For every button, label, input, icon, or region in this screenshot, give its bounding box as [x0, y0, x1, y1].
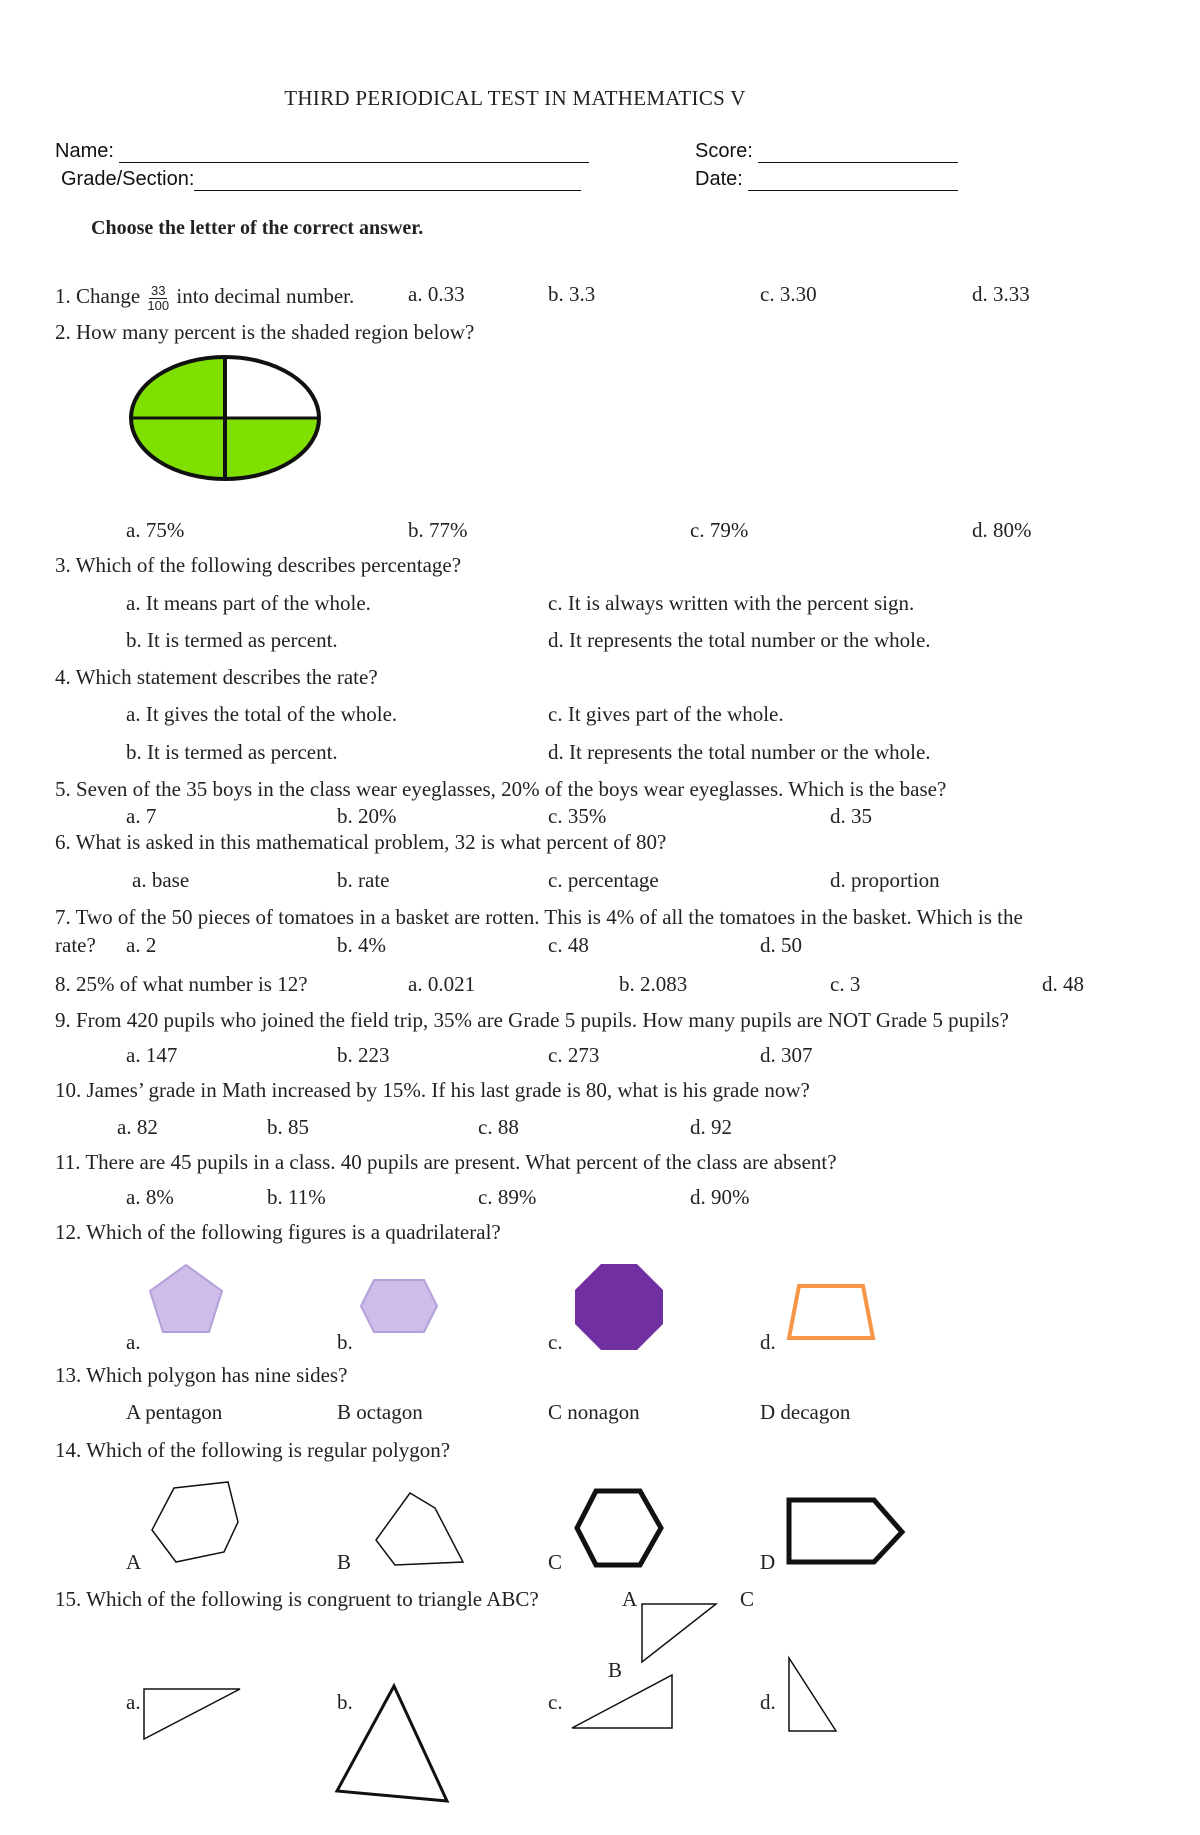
vertex-label-a: A	[622, 1587, 638, 1611]
choice-11c[interactable]: c. 89%	[478, 1185, 537, 1209]
choice-11b[interactable]: b. 11%	[267, 1185, 326, 1209]
irregular-pentagon-shape	[373, 1490, 469, 1565]
choice-2b[interactable]: b. 77%	[408, 518, 468, 542]
octagon-shape	[573, 1262, 665, 1352]
date-label: Date:	[695, 168, 743, 190]
grade-section-line	[194, 172, 581, 191]
question-1	[55, 282, 354, 313]
choice-13b[interactable]: B octagon	[337, 1400, 423, 1424]
choice-10c[interactable]: c. 88	[478, 1115, 519, 1139]
pentagon-arrow-shape	[786, 1497, 908, 1567]
choice-10d[interactable]: d. 92	[690, 1115, 732, 1139]
choice-15c[interactable]: c.	[548, 1690, 563, 1714]
choice-9c[interactable]: c. 273	[548, 1043, 600, 1067]
name-field[interactable]	[55, 140, 589, 163]
triangle-option-a	[142, 1685, 244, 1743]
regular-hexagon-shape	[574, 1488, 664, 1568]
choice-12b[interactable]: b.	[337, 1330, 353, 1354]
triangle-option-d	[786, 1655, 840, 1735]
triangle-option-c	[570, 1672, 676, 1732]
score-label: Score:	[695, 140, 753, 162]
question-7-continued: rate?	[55, 933, 96, 957]
fraction-numerator: 33	[151, 282, 166, 298]
choice-14a[interactable]: A	[126, 1550, 142, 1574]
question-4: 4. Which statement describes the rate?	[55, 665, 378, 689]
choice-1a[interactable]: a. 0.33	[408, 282, 465, 306]
irregular-hexagon-shape	[150, 1480, 242, 1565]
date-line	[748, 172, 958, 191]
choice-4b[interactable]: b. It is termed as percent.	[126, 740, 338, 764]
choice-14d[interactable]: D	[760, 1550, 776, 1574]
date-field[interactable]	[695, 168, 958, 191]
choice-3c[interactable]: c. It is always written with the percent sign.	[548, 591, 915, 615]
choice-4d[interactable]: d. It represents the total number or the whole.	[548, 740, 931, 764]
choice-14c[interactable]: C	[548, 1550, 563, 1574]
choice-13d[interactable]: D decagon	[760, 1400, 851, 1424]
choice-12a[interactable]: a.	[126, 1330, 141, 1354]
question-8: 8. 25% of what number is 12?	[55, 972, 308, 996]
question-3: 3. Which of the following describes percentage?	[55, 553, 462, 577]
choice-2c[interactable]: c. 79%	[690, 518, 749, 542]
choice-5c[interactable]: c. 35%	[548, 804, 607, 828]
choice-14b[interactable]: B	[337, 1550, 352, 1574]
fraction	[147, 284, 169, 313]
page-title: THIRD PERIODICAL TEST IN MATHEMATICS V	[284, 86, 746, 110]
question-13: 13. Which polygon has nine sides?	[55, 1363, 348, 1387]
choice-6c[interactable]: c. percentage	[548, 868, 659, 892]
choice-1c[interactable]: c. 3.30	[760, 282, 817, 306]
fraction-denominator: 100	[147, 297, 170, 313]
shaded-ellipse-figure	[128, 352, 324, 486]
choice-1d[interactable]: d. 3.33	[972, 282, 1030, 306]
choice-4a[interactable]: a. It gives the total of the whole.	[126, 702, 398, 726]
choice-2a[interactable]: a. 75%	[126, 518, 185, 542]
choice-5b[interactable]: b. 20%	[337, 804, 397, 828]
choice-15a[interactable]: a.	[126, 1690, 141, 1714]
grade-section-field[interactable]	[61, 168, 581, 191]
choice-7a[interactable]: a. 2	[126, 933, 157, 957]
choice-7d[interactable]: d. 50	[760, 933, 802, 957]
score-line	[758, 144, 958, 163]
choice-2d[interactable]: d. 80%	[972, 518, 1032, 542]
choice-12c[interactable]: c.	[548, 1330, 563, 1354]
choice-12d[interactable]: d.	[760, 1330, 776, 1354]
choice-15d[interactable]: d.	[760, 1690, 776, 1714]
choice-3b[interactable]: b. It is termed as percent.	[126, 628, 338, 652]
instructions: Choose the letter of the correct answer.	[91, 217, 424, 239]
pentagon-shape	[146, 1262, 226, 1336]
choice-3a[interactable]: a. It means part of the whole.	[126, 591, 371, 615]
choice-6a[interactable]: a. base	[132, 868, 190, 892]
question-2: 2. How many percent is the shaded region below?	[55, 320, 475, 344]
choice-9d[interactable]: d. 307	[760, 1043, 813, 1067]
triangle-abc	[640, 1600, 720, 1666]
choice-8b[interactable]: b. 2.083	[619, 972, 688, 996]
score-field[interactable]	[695, 140, 958, 163]
question-7: 7. Two of the 50 pieces of tomatoes in a basket are rotten. This is 4% of all the tomatoes in the basket. Which is the	[55, 905, 1023, 929]
choice-8d[interactable]: d. 48	[1042, 972, 1084, 996]
choice-11a[interactable]: a. 8%	[126, 1185, 174, 1209]
question-9: 9. From 420 pupils who joined the field trip, 35% are Grade 5 pupils. How many pupils are NOT Grade 5 pupils?	[55, 1008, 1009, 1032]
question-11: 11. There are 45 pupils in a class. 40 pupils are present. What percent of the class are absent?	[55, 1150, 837, 1174]
choice-15b[interactable]: b.	[337, 1690, 353, 1714]
choice-7b[interactable]: b. 4%	[337, 933, 386, 957]
choice-13c[interactable]: C nonagon	[548, 1400, 640, 1424]
choice-4c[interactable]: c. It gives part of the whole.	[548, 702, 784, 726]
choice-9b[interactable]: b. 223	[337, 1043, 390, 1067]
choice-1b[interactable]: b. 3.3	[548, 282, 596, 306]
choice-3d[interactable]: d. It represents the total number or the whole.	[548, 628, 931, 652]
choice-10a[interactable]: a. 82	[117, 1115, 158, 1139]
name-label: Name:	[55, 140, 114, 162]
vertex-label-b: B	[608, 1658, 623, 1682]
question-12: 12. Which of the following figures is a quadrilateral?	[55, 1220, 501, 1244]
choice-9a[interactable]: a. 147	[126, 1043, 178, 1067]
choice-13a[interactable]: A pentagon	[126, 1400, 223, 1424]
shaded-quarter-tl	[128, 352, 225, 418]
question-6: 6. What is asked in this mathematical problem, 32 is what percent of 80?	[55, 830, 667, 854]
choice-6d[interactable]: d. proportion	[830, 868, 940, 892]
question-15: 15. Which of the following is congruent to triangle ABC?	[55, 1587, 539, 1611]
choice-11d[interactable]: d. 90%	[690, 1185, 750, 1209]
trapezoid-shape	[785, 1282, 877, 1342]
unshaded-quarter-tr	[225, 352, 325, 418]
question-1-text: 1. Change	[55, 284, 141, 308]
question-10: 10. James’ grade in Math increased by 15%. If his last grade is 80, what is his grade now?	[55, 1078, 810, 1102]
choice-8a[interactable]: a. 0.021	[408, 972, 476, 996]
grade-section-label: Grade/Section:	[61, 168, 195, 190]
vertex-label-c: C	[740, 1587, 755, 1611]
question-5: 5. Seven of the 35 boys in the class wear eyeglasses, 20% of the boys wear eyeglasses. Which is the base?	[55, 777, 947, 801]
choice-10b[interactable]: b. 85	[267, 1115, 309, 1139]
question-1-text-after: into decimal number.	[176, 284, 355, 308]
choice-6b[interactable]: b. rate	[337, 868, 390, 892]
hexagon-shape	[358, 1277, 440, 1335]
question-14: 14. Which of the following is regular polygon?	[55, 1438, 451, 1462]
choice-5a[interactable]: a. 7	[126, 804, 157, 828]
choice-5d[interactable]: d. 35	[830, 804, 872, 828]
choice-8c[interactable]: c. 3	[830, 972, 861, 996]
choice-7c[interactable]: c. 48	[548, 933, 589, 957]
name-line	[119, 144, 589, 163]
